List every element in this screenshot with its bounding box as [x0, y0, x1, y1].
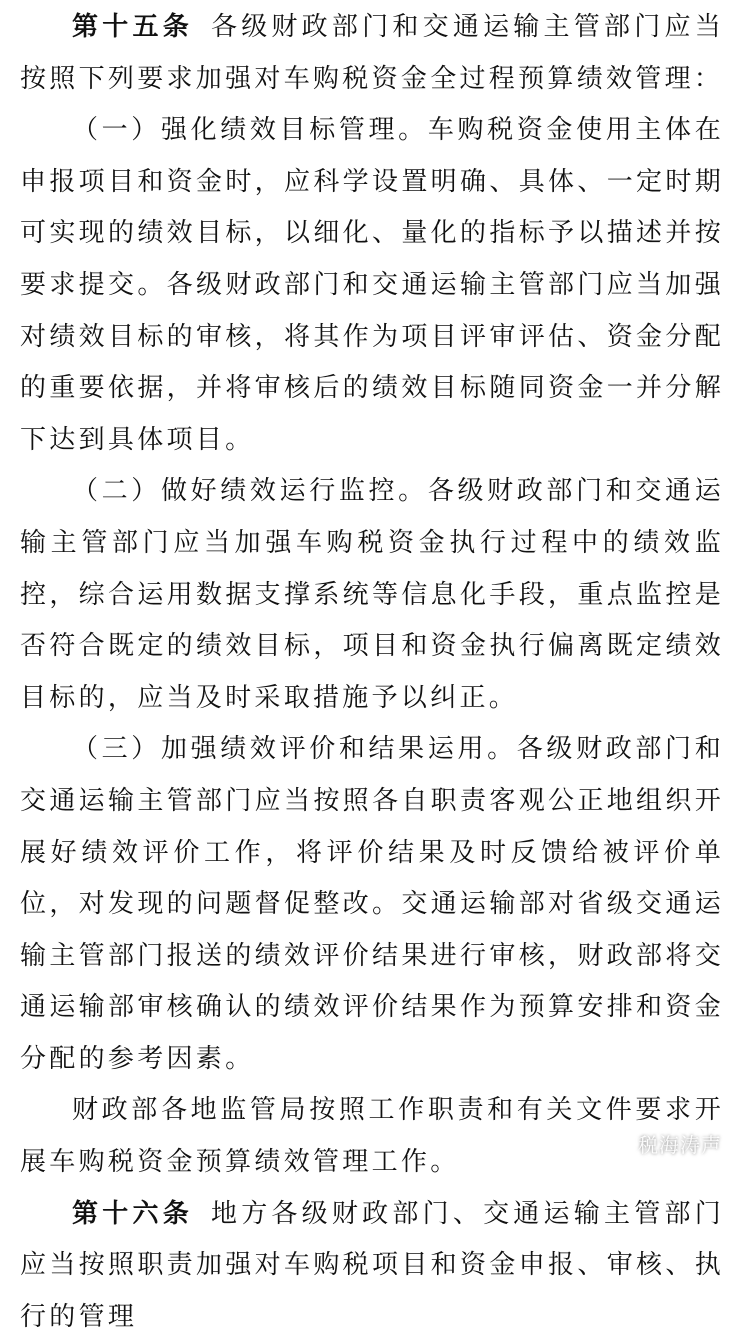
wechat-icon: [608, 1134, 632, 1154]
item-3-paragraph: （三）加强绩效评价和结果运用。各级财政部门和交通运输主管部门应当按照各自职责客观公正地组织开展好绩效评价工作，将评价结果及时反馈给被评价单位，对发现的问题督促整改。交通运输部对省级交通运输主管部门报送的绩效评价结果进行审核，财政部将交通运输部审核确认的绩效评价结果作为预算安排和资金分配的参考因素。: [20, 734, 724, 1074]
article-16-paragraph: [0, 1189, 740, 1343]
article-15-paragraph: [0, 2, 740, 105]
article-16-heading: 第十六条: [72, 1198, 193, 1229]
article-15-heading: 第十五条: [72, 12, 193, 42]
watermark-text: 税海涛声: [638, 1133, 722, 1157]
item-1-paragraph: （一）强化绩效目标管理。车购税资金使用主体在申报项目和资金时，应科学设置明确、具体、一定时期可实现的绩效目标，以细化、量化的指标予以描述并按要求提交。各级财政部门和交通运输主管部门应当加强对绩效目标的审核，将其作为项目评审评估、资金分配的重要依据，并将审核后的绩效目标随同资金一并分解下达到具体项目。: [20, 115, 724, 455]
watermark: [608, 1129, 722, 1158]
item-2-paragraph: （二）做好绩效运行监控。各级财政部门和交通运输主管部门应当加强车购税资金执行过程中的绩效监控，综合运用数据支撑系统等信息化手段，重点监控是否符合既定的绩效目标，项目和资金执行偏离既定绩效目标的，应当及时采取措施予以纠正。: [20, 476, 724, 713]
oversight-paragraph: 财政部各地监管局按照工作职责和有关文件要求开展车购税资金预算绩效管理工作。: [20, 1095, 724, 1178]
article-16-text: 地方各级财政部门、交通运输主管部门应当按照职责加强对车购税项目和资金申报、审核、执行的管理: [20, 1198, 725, 1332]
article-15-text: 各级财政部门和交通运输主管部门应当按照下列要求加强对车购税资金全过程预算绩效管理：: [20, 12, 725, 94]
